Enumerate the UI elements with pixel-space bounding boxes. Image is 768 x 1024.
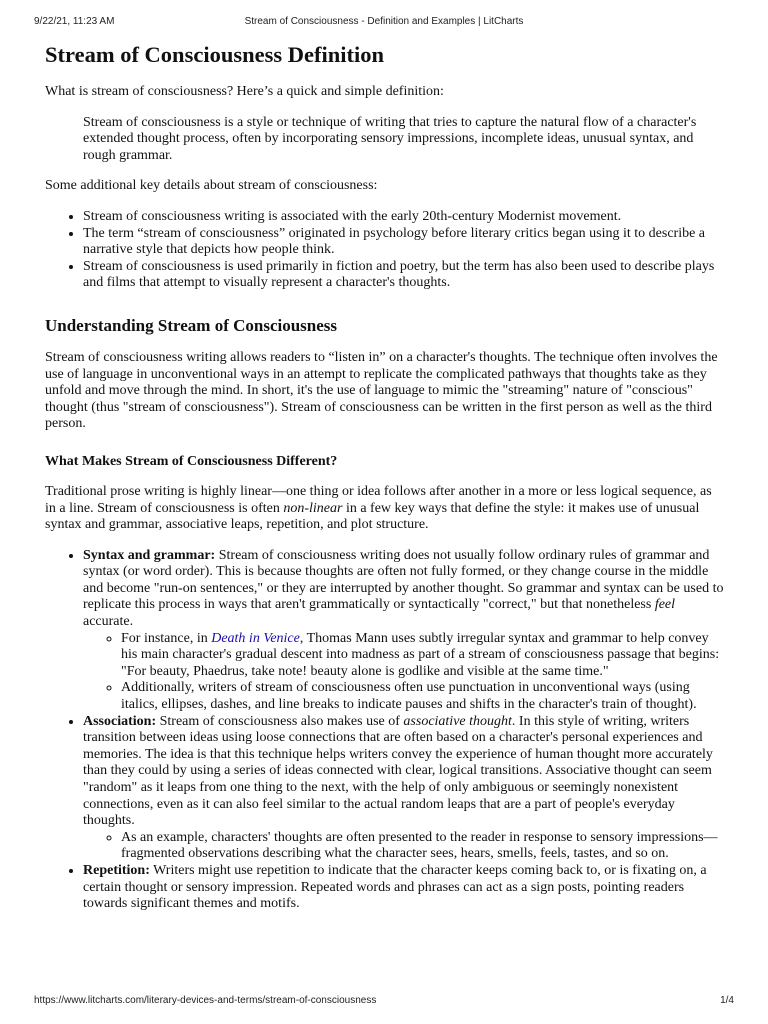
print-datetime: 9/22/21, 11:23 AM xyxy=(34,16,115,27)
feature-text: Stream of consciousness writing does not usually follow ordinary rules of grammar and syntax (or word order). This is because thoughts are often not fully formed, or they change course in the middle and become "run-on sentences," or they are interrupted by another thought. So grammar and syntax can be used to replicate this process in ways that aren't grammatically or syntactically "correct," but that nonetheless xyxy=(83,547,724,613)
understanding-paragraph: Stream of consciousness writing allows readers to “listen in” on a character's thoughts. The technique often involves the use of language in unconventional ways in an attempt to replicate the complicated pathways that thoughts take as they unfold and move through the mind. In short, it's the use of language to mimic the "streaming" nature of "conscious" thought (thus "stream of consciousness"). Stream of consciousness can be written in the first person as well as the third person. xyxy=(45,349,718,432)
feature-syntax xyxy=(83,548,725,714)
print-url: https://www.litcharts.com/literary-devices-and-terms/stream-of-consciousness xyxy=(34,995,377,1006)
example-text: For instance, in xyxy=(121,630,212,646)
different-heading: What Makes Stream of Consciousness Different? xyxy=(45,453,338,469)
feature-emphasis: feel xyxy=(654,597,676,613)
definition-quote: Stream of consciousness is a style or technique of writing that tries to capture the natural flow of a character's extended thought process, often by incorporating sensory impressions, incomplete ideas, unusual syntax, and rough grammar. xyxy=(83,114,697,163)
feature-association xyxy=(83,714,725,863)
details-item: • The term “stream of consciousness” originated in psychology before literary critics began using it to describe a narrative style that depicts how people think. xyxy=(83,226,725,259)
syntax-sublist xyxy=(83,631,725,714)
print-page-number: 1/4 xyxy=(720,995,734,1006)
feature-text: accurate. xyxy=(83,614,134,630)
feature-text: . In this style of writing, writers transition between ideas using loose connections that are often based on a character's personal experiences and memories. The idea is that this technique helps writers convey the experience of human thought more accurately than they could by using a series of ideas connected with clear, logical transitions. Associative thought can seem "random" as it leaps from one thing to the next, with the help of only ambiguous or seemingly nonexistent connections, even as it can also feel similar to the actual random leaps that are a part of people's everyday thoughts. xyxy=(83,713,713,829)
details-intro: Some additional key details about stream of consciousness: xyxy=(45,178,378,194)
feature-label: Syntax and grammar: xyxy=(83,547,216,563)
syntax-example xyxy=(121,631,725,681)
feature-text: Writers might use repetition to indicate that the character keeps coming back to, or is fixating on, a certain thought or sensory impression. Repeated words and phrases can act as a sign posts, pointing readers towards significant themes and motifs. xyxy=(83,862,707,912)
details-item: • Stream of consciousness is used primarily in fiction and poetry, but the term has also been used to describe plays and films that attempt to visually represent a character's thoughts. xyxy=(83,259,725,292)
feature-repetition xyxy=(83,863,725,913)
article-content xyxy=(45,41,725,927)
death-in-venice-link[interactable]: Death in Venice xyxy=(211,630,300,646)
example-text: , Thomas Mann uses subtly irregular syntax and grammar to help convey his main character's gradual descent into madness as part of a stream of consciousness passage that begins: "For beauty, Phaedrus, take note! beauty alone is godlike and visible at the same time." xyxy=(121,630,720,679)
feature-label: Repetition: xyxy=(83,862,150,878)
different-emphasis: non-linear xyxy=(283,500,343,516)
feature-label: Association: xyxy=(83,713,157,729)
different-text: in a few key ways that define the style: it makes use of unusual syntax and grammar, associative leaps, repetition, and plot structure. xyxy=(45,500,700,533)
details-list xyxy=(45,209,725,292)
feature-text: Stream of consciousness also makes use of xyxy=(156,713,404,729)
different-text: Traditional prose writing is highly linear—one thing or idea follows after another in a more or less logical sequence, as in a line. Stream of consciousness is often xyxy=(45,483,712,516)
definition-heading: Stream of Consciousness Definition xyxy=(45,42,384,67)
print-page-title: Stream of Consciousness - Definition and Examples | LitCharts xyxy=(244,16,524,27)
understanding-heading: Understanding Stream of Consciousness xyxy=(45,315,338,335)
different-paragraph xyxy=(45,484,725,534)
feature-emphasis: associative thought xyxy=(403,713,512,729)
syntax-punctuation-note: ◦ Additionally, writers of stream of consciousness often use punctuation in unconventional ways (using italics, ellipses, dashes, and line breaks to indicate pauses and shifts in the character's train of thought). xyxy=(121,680,725,713)
features-list xyxy=(45,548,725,913)
definition-intro: What is stream of consciousness? Here’s a quick and simple definition: xyxy=(45,84,444,99)
association-sublist xyxy=(83,830,725,863)
details-item: • Stream of consciousness writing is associated with the early 20th-century Modernist movement. xyxy=(83,209,725,226)
association-example: ◦ As an example, characters' thoughts are often presented to the reader in response to sensory impressions—fragmented observations describing what the character sees, hears, smells, feels, tastes, and so on. xyxy=(121,830,725,863)
